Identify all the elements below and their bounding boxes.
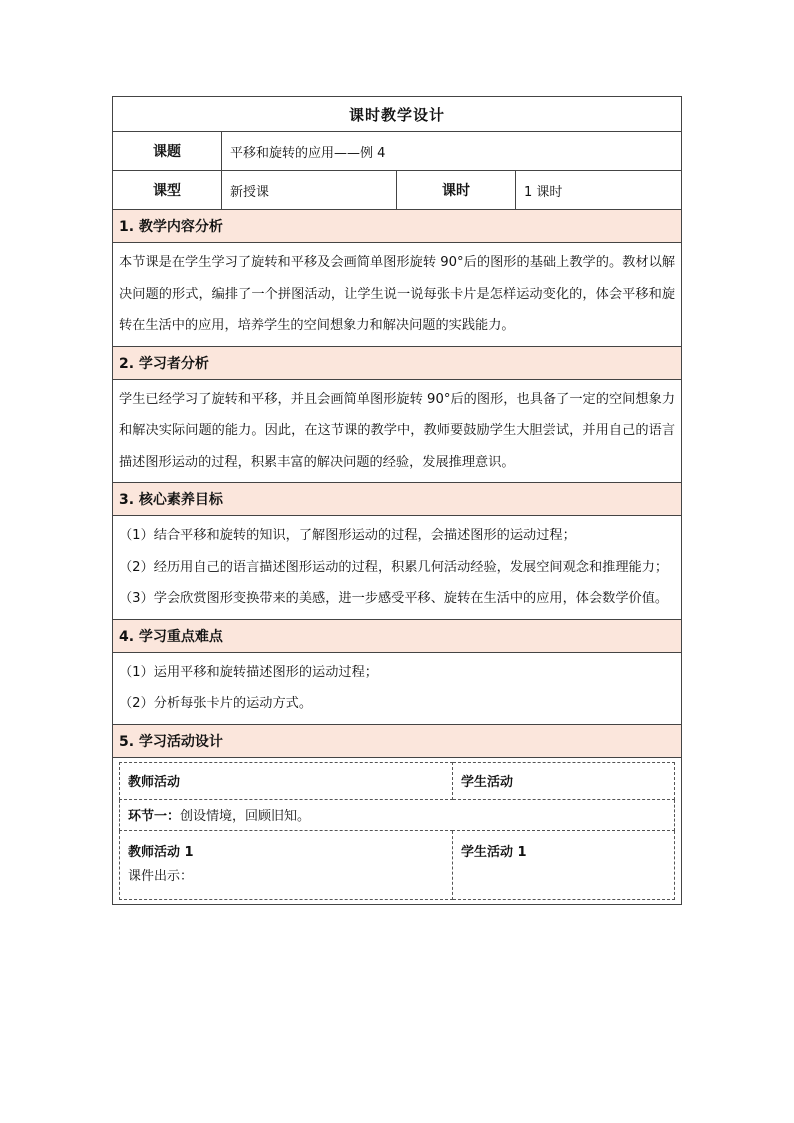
paragraph: 本节课是在学生学习了旋转和平移及会画简单图形旋转 90°后的图形的基础上教学的。教材以解决问题的形式，编排了一个拼图活动，让学生说一说每张卡片是怎样运动变化的，体会平移和旋转在生活中的应用，培养学生的空间想象力和解决问题的实践能力。 (119, 255, 676, 333)
section-heading-activity-design: 5. 学习活动设计 (113, 724, 682, 757)
learner-analysis-text (113, 379, 682, 483)
key-point-item: （2）分析每张卡片的运动方式。 (119, 696, 313, 711)
teacher-activity-1-text: 课件出示： (128, 868, 194, 884)
section-heading-content-analysis: 1. 教学内容分析 (113, 210, 682, 243)
section-heading-learner-analysis: 2. 学习者分析 (113, 346, 682, 379)
activity-design-cell (113, 757, 682, 904)
teacher-activity-1-title: 教师活动 1 (128, 844, 194, 860)
period-label: 课时 (397, 171, 516, 210)
period-value: 1 课时 (516, 171, 682, 210)
lesson-plan-table (112, 96, 682, 905)
goal-item: （1）结合平移和旋转的知识，了解图形运动的过程，会描述图形的运动过程； (119, 528, 576, 543)
lesson-type-value: 新授课 (222, 171, 397, 210)
core-goals-text (113, 516, 682, 620)
content-analysis-text (113, 243, 682, 347)
paragraph: 学生已经学习了旋转和平移，并且会画简单图形旋转 90°后的图形，也具备了一定的空间想象力和解决实际问题的能力。因此，在这节课的教学中，教师要鼓励学生大胆尝试，并用自己的语言描述图形运动的过程，积累丰富的解决问题的经验，发展推理意识。 (119, 391, 676, 470)
key-points-text (113, 652, 682, 724)
key-point-item: （1）运用平移和旋转描述图形的运动过程； (119, 664, 378, 680)
step-text: 创设情境，回顾旧知。 (180, 809, 311, 824)
topic-value: 平移和旋转的应用——例 4 (222, 132, 682, 171)
student-activity-1 (453, 830, 675, 899)
section-heading-core-goals: 3. 核心素养目标 (113, 483, 682, 516)
student-activity-header: 学生活动 (453, 762, 675, 799)
lesson-plan-sheet (112, 96, 681, 905)
step-one-row (120, 799, 675, 830)
activity-table (119, 762, 675, 900)
lesson-type-label: 课型 (113, 171, 222, 210)
student-activity-1-title: 学生活动 1 (461, 844, 527, 860)
teacher-activity-1 (120, 830, 453, 899)
goal-item: （2）经历用自己的语言描述图形运动的过程，积累几何活动经验，发展空间观念和推理能力； (119, 559, 669, 575)
section-heading-key-points: 4. 学习重点难点 (113, 619, 682, 652)
topic-label: 课题 (113, 132, 222, 171)
step-label: 环节一： (128, 809, 181, 824)
teacher-activity-header: 教师活动 (120, 762, 453, 799)
goal-item: （3）学会欣赏图形变换带来的美感，进一步感受平移、旋转在生活中的应用，体会数学价值。 (119, 591, 669, 606)
document-title: 课时教学设计 (113, 97, 682, 132)
